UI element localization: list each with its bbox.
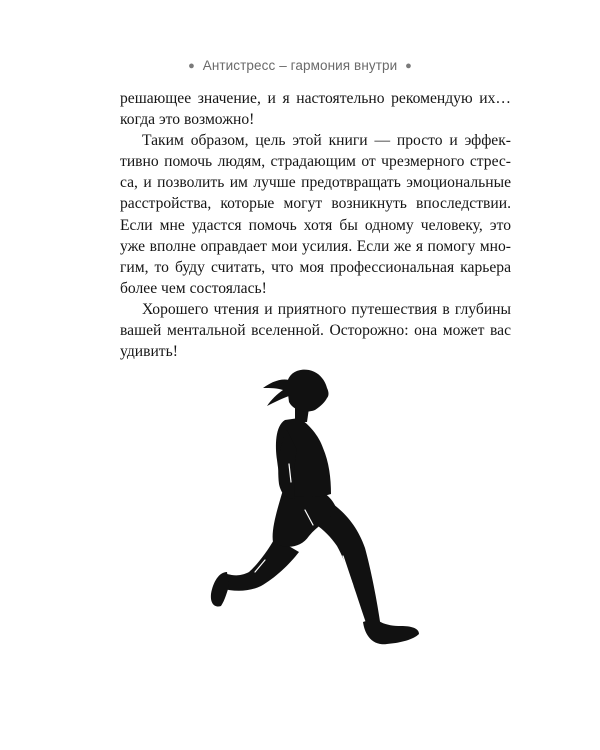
text-line: са, и позволить им лучше предотвращать эмоциональные xyxy=(120,174,511,192)
text-line: вашей ментальной вселенной. Осторожно: она может вас xyxy=(120,322,511,340)
bullet-dot-icon: ● xyxy=(405,60,412,72)
front-shoe-icon xyxy=(363,618,419,644)
back-shoe-icon xyxy=(211,572,229,607)
text-line: когда это возможно! xyxy=(120,111,255,129)
text-line: Хорошего чтения и приятного путешествия в глубины xyxy=(142,300,511,318)
bullet-dot-icon: ● xyxy=(188,60,195,72)
text-line: Если мне удастся помочь хотя бы одному человеку, это xyxy=(120,216,511,234)
text-line: удивить! xyxy=(120,343,178,361)
text-line: тивно помочь людям, страдающим от чрезмерного стрес- xyxy=(120,153,511,171)
text-line: уже вполне оправдает мои усилия. Если же я помогу мно- xyxy=(120,237,511,255)
text-line: Таким образом, цель этой книги — просто и эффек- xyxy=(142,132,511,150)
text-line: гим, то буду считать, что моя профессиональная карьера xyxy=(120,258,511,276)
hair xyxy=(263,379,289,406)
text-line: решающее значение, и я настоятельно рекомендую их… xyxy=(120,90,511,107)
text-line: расстройства, которые могут возникнуть впоследствии. xyxy=(120,195,511,213)
text-line: более чем состоялась! xyxy=(120,279,267,297)
running-header-title: Антистресс – гармония внутри xyxy=(202,58,398,73)
body-text xyxy=(120,88,511,362)
head xyxy=(287,370,329,412)
running-header xyxy=(0,58,600,73)
walking-person-illustration xyxy=(205,360,435,660)
